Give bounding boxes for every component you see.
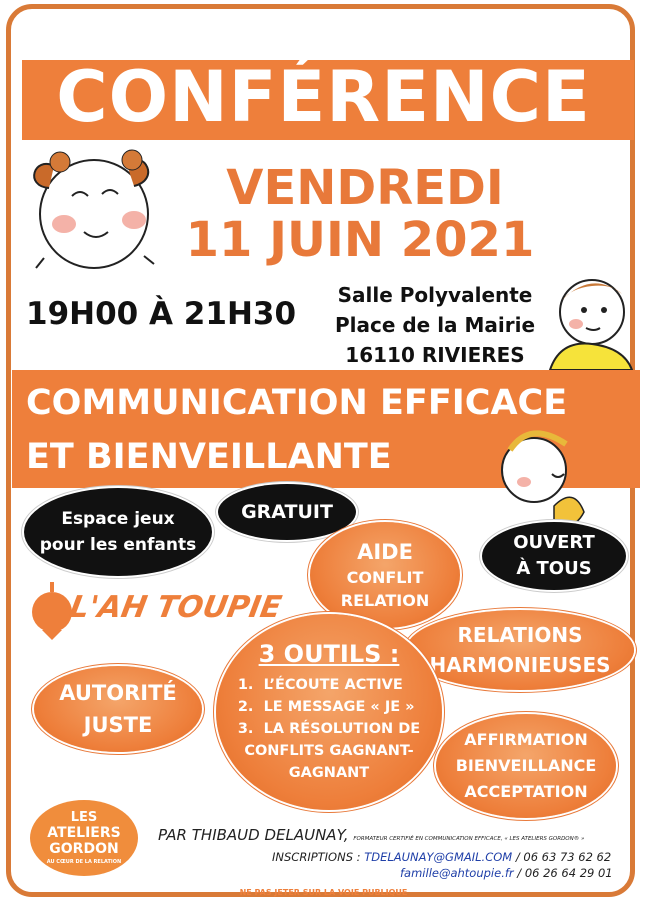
logo-tagline: AU CŒUR DE LA RELATION — [46, 859, 122, 865]
games-line2: pour les enfants — [39, 535, 197, 555]
inscriptions-line-2 — [400, 866, 613, 880]
speaker-note: FORMATEUR CERTIFIÉ EN COMMUNICATION EFFICACE, « LES ATELIERS GORDON® » — [353, 836, 585, 842]
aide-title: AIDE — [357, 540, 413, 564]
email-link-1[interactable]: TDELAUNAY@GMAIL.COM — [364, 850, 513, 864]
open-badge — [482, 522, 626, 590]
autorite-line2: JUSTE — [83, 713, 153, 737]
outils-bubble — [216, 614, 442, 810]
games-line1: Espace jeux — [61, 509, 175, 529]
aide-bubble — [310, 522, 460, 628]
outils-item-3c: GAGNANT — [288, 765, 370, 781]
logo-line1: LES — [70, 810, 98, 825]
subtitle-line2: ET BIENVEILLANTE — [26, 437, 392, 477]
outils-list — [238, 674, 420, 784]
relations-line2: HARMONIEUSES — [429, 653, 611, 677]
outils-title: 3 OUTILS : — [258, 640, 400, 668]
phone-1: / 06 63 73 62 62 — [515, 850, 612, 864]
outils-item-text: LE MESSAGE « JE » — [263, 699, 415, 715]
page-title: CONFÉRENCE — [56, 56, 591, 138]
outils-item-2 — [238, 696, 420, 718]
inscriptions-line — [272, 850, 611, 864]
outils-item-3b: CONFLITS GAGNANT- — [244, 743, 414, 759]
autorite-bubble — [34, 666, 202, 752]
outils-item-3 — [238, 718, 420, 740]
open-line2: À TOUS — [516, 558, 592, 579]
event-date: 11 JUIN 2021 — [185, 212, 535, 268]
aide-line2: RELATION — [340, 591, 430, 610]
affirmation-line2: BIENVEILLANCE — [455, 756, 597, 775]
affirmation-line3: ACCEPTATION — [464, 782, 588, 801]
outils-num: 1. — [237, 677, 254, 693]
outils-num: 2. — [237, 699, 254, 715]
subtitle-line1: COMMUNICATION EFFICACE — [26, 383, 568, 423]
free-badge — [218, 484, 356, 540]
disclaimer: NE PAS JETER SUR LA VOIE PUBLIQUE — [239, 888, 408, 897]
subtitle — [26, 376, 567, 484]
venue-address: Place de la Mairie — [334, 313, 536, 337]
aide-line1: CONFLIT — [346, 568, 424, 587]
email-link-2[interactable]: famille@ahtoupie.fr — [400, 866, 514, 880]
event-day: VENDREDI — [226, 160, 504, 216]
logo-line2: ATELIERS — [47, 825, 121, 841]
affirmation-bubble — [436, 714, 616, 818]
affirmation-line1: AFFIRMATION — [464, 730, 588, 749]
toupie-label: L'AH TOUPIE — [66, 590, 285, 625]
venue-city: 16110 RIVIERES — [345, 343, 525, 367]
autorite-line1: AUTORITÉ — [59, 681, 177, 705]
venue — [330, 280, 540, 370]
boy-illustration — [540, 270, 635, 370]
event-time: 19H00 À 21H30 — [26, 296, 297, 332]
phone-2: / 06 26 64 29 01 — [517, 866, 613, 880]
free-label: GRATUIT — [241, 501, 333, 523]
inscriptions-label: INSCRIPTIONS : — [272, 850, 361, 864]
child-illustration — [494, 420, 594, 530]
outils-item-text: LA RÉSOLUTION DE — [263, 721, 421, 737]
speaker-name: PAR THIBAUD DELAUNAY, — [158, 826, 349, 844]
outils-num: 3. — [237, 721, 254, 737]
outils-item-text: L’ÉCOUTE ACTIVE — [263, 677, 403, 693]
relations-line1: RELATIONS — [457, 623, 583, 647]
relations-bubble — [406, 610, 634, 690]
logo-line3: GORDON — [49, 841, 119, 857]
speaker-line — [158, 826, 584, 844]
outils-item-1 — [238, 674, 420, 696]
venue-name: Salle Polyvalente — [337, 283, 533, 307]
games-badge — [24, 488, 212, 576]
ateliers-gordon-logo — [30, 800, 138, 876]
open-line1: OUVERT — [513, 532, 595, 553]
